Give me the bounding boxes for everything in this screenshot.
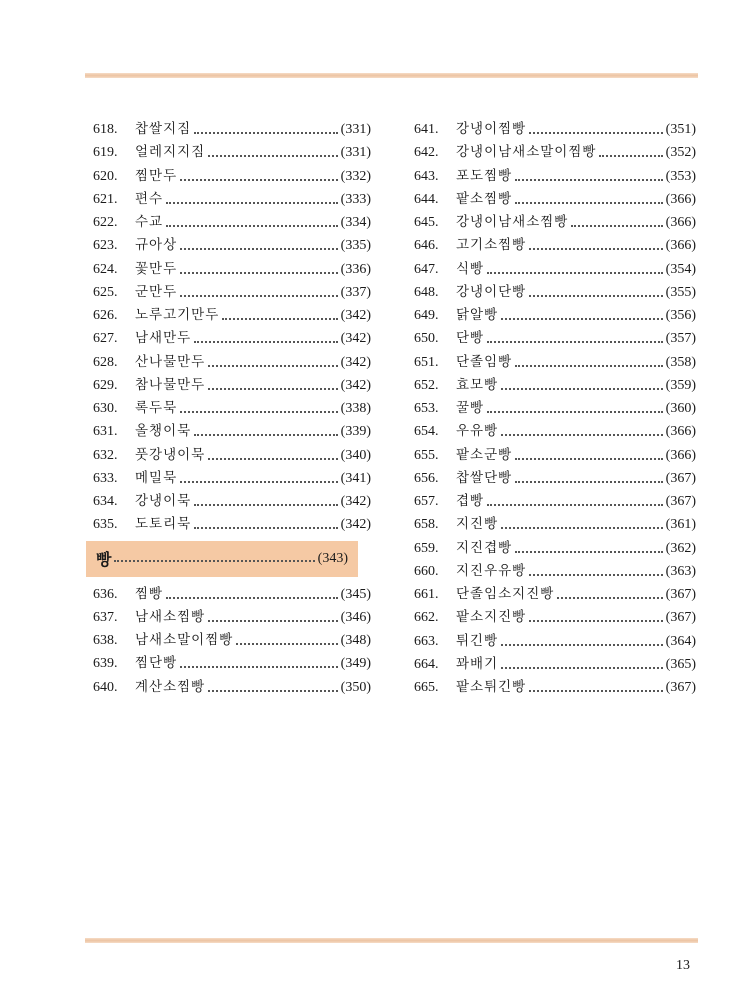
toc-entry (414, 606, 696, 629)
entry-title: 강냉이단빵 (456, 283, 527, 300)
entry-number: 624. (93, 261, 118, 277)
entry-number: 646. (414, 238, 439, 254)
leader-dots (114, 559, 314, 562)
leader-dots (515, 457, 663, 460)
toc-entry (414, 211, 696, 234)
entry-page: (339) (340, 424, 371, 440)
entry-page: (355) (665, 284, 696, 300)
toc-list-before-section (93, 118, 371, 537)
entry-title: 찜빵 (135, 585, 164, 602)
toc-entry (93, 513, 371, 536)
entry-number: 647. (414, 261, 439, 277)
entry-title: 노루고기만두 (135, 307, 220, 323)
toc-entry (93, 281, 371, 304)
entry-page: (358) (665, 354, 696, 370)
toc-entry (414, 327, 696, 350)
entry-title: 수교 (135, 214, 164, 230)
entry-number: 657. (414, 494, 439, 509)
entry-number: 632. (93, 447, 118, 463)
toc-entry (414, 630, 696, 653)
leader-dots (208, 457, 337, 460)
leader-dots (166, 201, 338, 204)
entry-title: 꽃만두 (135, 260, 178, 277)
entry-number: 662. (414, 610, 439, 626)
leader-dots (194, 503, 338, 506)
toc-right-column (414, 118, 696, 699)
toc-entry (414, 165, 696, 188)
entry-title: 얼레지지짐 (135, 144, 206, 161)
entry-page: (353) (665, 168, 696, 184)
entry-page: (342) (340, 308, 371, 323)
toc-left-column (93, 118, 371, 699)
toc-entry (414, 397, 696, 420)
toc-entry (414, 560, 696, 583)
entry-title: 단빵 (456, 330, 485, 347)
entry-title: 포도찜빵 (456, 167, 513, 184)
entry-page: (367) (665, 680, 696, 695)
entry-page: (367) (665, 470, 696, 486)
leader-dots (501, 387, 663, 390)
leader-dots (501, 643, 663, 646)
entry-title: 메밀묵 (135, 469, 178, 486)
toc-entry (414, 583, 696, 606)
top-decorative-rule (85, 73, 698, 78)
leader-dots (529, 247, 662, 250)
toc-entry (93, 652, 371, 675)
entry-title: 남새소찜빵 (135, 608, 206, 625)
entry-page: (352) (665, 145, 696, 161)
entry-title: 남새만두 (135, 330, 192, 347)
entry-page: (361) (665, 517, 696, 533)
leader-dots (208, 619, 337, 622)
entry-page: (348) (340, 633, 371, 648)
leader-dots (501, 666, 663, 669)
entry-title: 편수 (135, 190, 164, 207)
entry-number: 640. (93, 679, 118, 695)
entry-page: (338) (340, 401, 371, 416)
entry-page: (337) (340, 284, 371, 300)
leader-dots (194, 526, 338, 529)
entry-title: 찹쌀지짐 (135, 121, 192, 137)
leader-dots (529, 689, 662, 692)
leader-dots (180, 178, 338, 181)
leader-dots (501, 317, 663, 320)
leader-dots (501, 526, 663, 529)
entry-number: 659. (414, 540, 439, 556)
leader-dots (515, 201, 663, 204)
leader-dots (180, 480, 338, 483)
section-title: 빵 (96, 550, 112, 569)
entry-number: 661. (414, 587, 439, 602)
entry-number: 654. (414, 424, 439, 440)
toc-entry (93, 444, 371, 467)
toc-entry (93, 258, 371, 281)
leader-dots (180, 294, 338, 297)
entry-title: 팥소튀긴빵 (456, 679, 527, 695)
entry-title: 겹빵 (456, 493, 485, 509)
entry-title: 참나물만두 (135, 376, 206, 393)
entry-page: (342) (340, 354, 371, 370)
entry-number: 663. (414, 633, 439, 649)
entry-number: 621. (93, 191, 118, 207)
entry-page: (360) (665, 401, 696, 416)
entry-number: 631. (93, 424, 118, 440)
entry-page: (364) (665, 633, 696, 649)
entry-number: 635. (93, 517, 118, 533)
entry-page: (336) (340, 261, 371, 277)
entry-number: 625. (93, 284, 118, 300)
leader-dots (487, 410, 663, 413)
entry-page: (346) (340, 609, 371, 625)
leader-dots (487, 340, 663, 343)
toc-entry (414, 537, 696, 560)
leader-dots (515, 480, 663, 483)
entry-page: (367) (665, 610, 696, 626)
entry-page: (342) (340, 377, 371, 393)
toc-entry (93, 234, 371, 257)
entry-title: 록두묵 (135, 400, 178, 416)
entry-number: 653. (414, 401, 439, 416)
toc-entry (414, 118, 696, 141)
leader-dots (166, 224, 338, 227)
entry-title: 우유빵 (456, 423, 499, 440)
leader-dots (222, 317, 337, 320)
entry-title: 찜만두 (135, 167, 178, 184)
entry-page: (359) (665, 377, 696, 393)
entry-page: (351) (665, 122, 696, 137)
leader-dots (180, 410, 338, 413)
entry-number: 639. (93, 656, 118, 672)
toc-entry (414, 467, 696, 490)
entry-page: (331) (340, 122, 371, 137)
entry-title: 찜단빵 (135, 655, 178, 672)
entry-title: 고기소찜빵 (456, 237, 527, 254)
toc-entry (414, 258, 696, 281)
section-page: (343) (317, 550, 348, 566)
entry-title: 산나물만두 (135, 353, 206, 370)
toc-entry (414, 281, 696, 304)
entry-page: (367) (665, 494, 696, 509)
entry-page: (333) (340, 191, 371, 207)
entry-number: 630. (93, 401, 118, 416)
entry-page: (341) (340, 470, 371, 486)
leader-dots (529, 619, 662, 622)
toc-entry (93, 304, 371, 327)
leader-dots (194, 340, 338, 343)
leader-dots (180, 247, 338, 250)
entry-number: 628. (93, 354, 118, 370)
entry-number: 658. (414, 517, 439, 533)
leader-dots (208, 689, 337, 692)
toc-entry (414, 234, 696, 257)
leader-dots (529, 573, 662, 576)
entry-number: 648. (414, 284, 439, 300)
entry-number: 641. (414, 122, 439, 137)
leader-dots (487, 271, 663, 274)
bottom-decorative-rule (85, 938, 698, 943)
leader-dots (501, 433, 663, 436)
leader-dots (571, 224, 662, 227)
entry-title: 군만두 (135, 283, 178, 300)
entry-number: 660. (414, 563, 439, 579)
entry-title: 꽈배기 (456, 655, 499, 672)
leader-dots (180, 665, 338, 668)
entry-page: (331) (340, 145, 371, 161)
entry-page: (342) (340, 494, 371, 509)
leader-dots (208, 364, 337, 367)
entry-title: 강냉이찜빵 (456, 121, 527, 137)
toc-entry (93, 397, 371, 420)
toc-entry (93, 629, 371, 652)
entry-number: 664. (414, 656, 439, 672)
entry-title: 단졸임소지진빵 (456, 586, 555, 602)
leader-dots (515, 550, 663, 553)
entry-title: 팥소찜빵 (456, 190, 513, 207)
toc-entry (93, 188, 371, 211)
entry-title: 팥소지진빵 (456, 609, 527, 626)
entry-number: 665. (414, 680, 439, 695)
toc-entry (93, 374, 371, 397)
entry-number: 627. (93, 331, 118, 347)
toc-entry (93, 420, 371, 443)
entry-title: 닭알빵 (456, 307, 499, 323)
entry-title: 지진빵 (456, 516, 499, 533)
leader-dots (166, 596, 338, 599)
entry-title: 남새소말이찜빵 (135, 632, 234, 648)
toc-entry (414, 420, 696, 443)
entry-number: 650. (414, 331, 439, 347)
entry-title: 강냉이남새소찜빵 (456, 214, 569, 230)
entry-page: (366) (665, 447, 696, 463)
toc-entry (93, 467, 371, 490)
entry-page: (366) (665, 238, 696, 254)
toc-entry (93, 118, 371, 141)
section-heading-bread (86, 541, 358, 577)
leader-dots (180, 271, 338, 274)
entry-page: (363) (665, 563, 696, 579)
entry-number: 645. (414, 215, 439, 230)
toc-entry (93, 327, 371, 350)
entry-page: (334) (340, 215, 371, 230)
entry-page: (350) (340, 679, 371, 695)
toc-entry (414, 444, 696, 467)
entry-title: 계산소찜빵 (135, 678, 206, 695)
toc-entry (414, 653, 696, 676)
entry-title: 도토리묵 (135, 516, 192, 533)
entry-page: (354) (665, 261, 696, 277)
entry-page: (366) (665, 424, 696, 440)
entry-title: 지진우유빵 (456, 562, 527, 579)
leader-dots (529, 294, 662, 297)
entry-page: (342) (340, 517, 371, 533)
toc-entry (93, 676, 371, 699)
toc-entry (414, 676, 696, 699)
entry-number: 651. (414, 354, 439, 370)
toc-entry (414, 490, 696, 513)
entry-title: 팥소군빵 (456, 446, 513, 463)
toc-entry (414, 188, 696, 211)
toc-entry (414, 351, 696, 374)
leader-dots (487, 503, 663, 506)
toc-entry (93, 141, 371, 164)
entry-page: (340) (340, 447, 371, 463)
leader-dots (236, 642, 337, 645)
entry-title: 꿀빵 (456, 400, 485, 416)
entry-title: 지진겹빵 (456, 539, 513, 556)
entry-page: (366) (665, 191, 696, 207)
toc-list-right (414, 118, 696, 699)
toc-entry (414, 374, 696, 397)
toc-entry (93, 490, 371, 513)
toc-entry (93, 165, 371, 188)
entry-number: 638. (93, 633, 118, 648)
entry-number: 656. (414, 470, 439, 486)
entry-number: 643. (414, 168, 439, 184)
leader-dots (194, 131, 338, 134)
toc-entry (93, 351, 371, 374)
entry-page: (362) (665, 540, 696, 556)
entry-title: 단졸임빵 (456, 353, 513, 370)
leader-dots (208, 387, 337, 390)
entry-page: (367) (665, 587, 696, 602)
entry-number: 634. (93, 494, 118, 509)
entry-title: 식빵 (456, 260, 485, 277)
leader-dots (529, 131, 662, 134)
leader-dots (208, 154, 337, 157)
entry-title: 규아상 (135, 237, 178, 254)
leader-dots (194, 433, 338, 436)
entry-title: 풋강냉이묵 (135, 446, 206, 463)
toc-entry (414, 304, 696, 327)
entry-number: 622. (93, 215, 118, 230)
entry-number: 655. (414, 447, 439, 463)
entry-title: 찹쌀단빵 (456, 469, 513, 486)
leader-dots (599, 154, 662, 157)
entry-number: 618. (93, 122, 118, 137)
toc-entry (414, 513, 696, 536)
toc-entry (93, 583, 371, 606)
entry-number: 629. (93, 377, 118, 393)
entry-number: 623. (93, 238, 118, 254)
entry-number: 642. (414, 145, 439, 161)
toc-entry (93, 211, 371, 234)
entry-number: 633. (93, 470, 118, 486)
entry-title: 효모빵 (456, 376, 499, 393)
entry-page: (357) (665, 331, 696, 347)
page-number: 13 (676, 958, 690, 973)
leader-dots (557, 596, 662, 599)
entry-page: (356) (665, 308, 696, 323)
toc-list-after-section (93, 583, 371, 699)
entry-page: (345) (340, 586, 371, 602)
entry-page: (335) (340, 238, 371, 254)
toc-entry (414, 141, 696, 164)
entry-page: (349) (340, 656, 371, 672)
entry-title: 올챙이묵 (135, 423, 192, 440)
entry-number: 649. (414, 308, 439, 323)
entry-number: 652. (414, 377, 439, 393)
entry-page: (365) (665, 656, 696, 672)
entry-number: 636. (93, 586, 118, 602)
toc-entry (93, 606, 371, 629)
entry-page: (332) (340, 168, 371, 184)
entry-title: 강냉이남새소말이찜빵 (456, 144, 597, 161)
entry-title: 튀긴빵 (456, 632, 499, 649)
entry-number: 626. (93, 308, 118, 323)
entry-number: 619. (93, 145, 118, 161)
leader-dots (515, 364, 663, 367)
entry-page: (366) (665, 215, 696, 230)
entry-title: 강냉이묵 (135, 493, 192, 509)
entry-number: 620. (93, 168, 118, 184)
entry-number: 644. (414, 191, 439, 207)
leader-dots (515, 178, 663, 181)
entry-number: 637. (93, 609, 118, 625)
entry-page: (342) (340, 331, 371, 347)
